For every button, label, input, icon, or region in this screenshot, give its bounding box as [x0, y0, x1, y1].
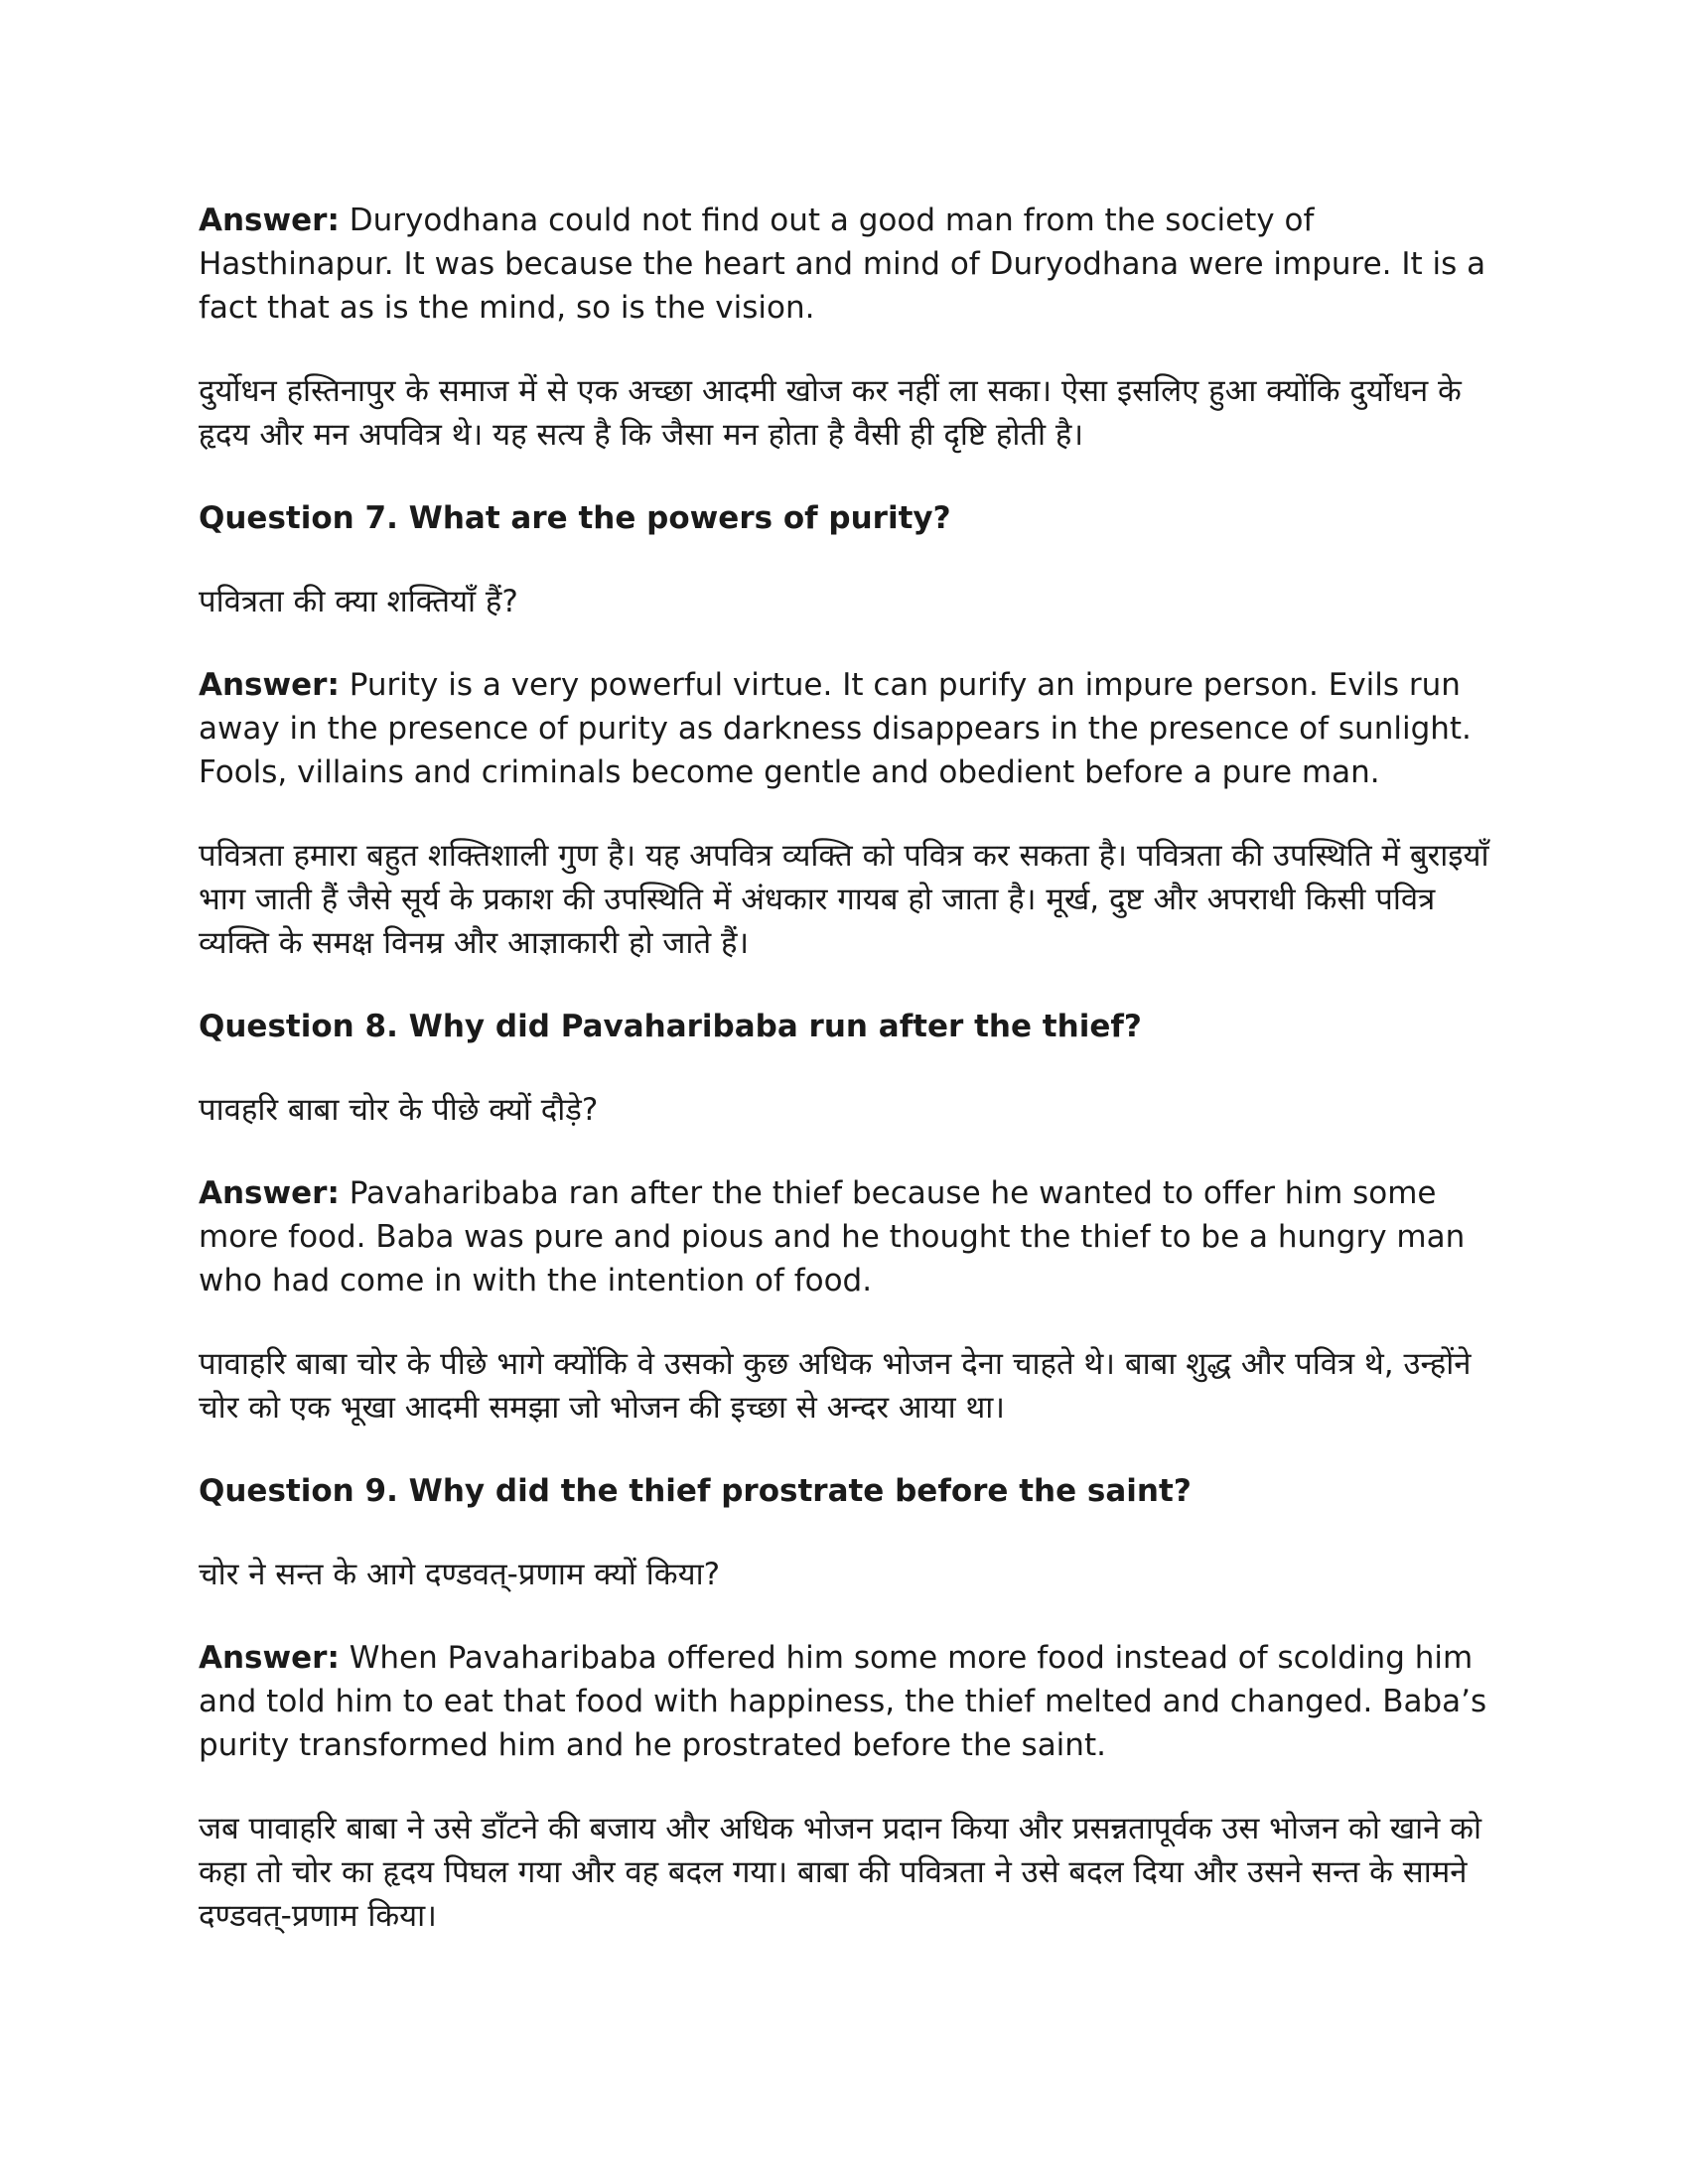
- answer-label: Answer:: [199, 1640, 340, 1676]
- answer-9-english: [199, 1636, 1499, 1767]
- question-7-hindi: पवित्रता की क्या शक्तियाँ हैं?: [199, 584, 518, 619]
- answer-label: Answer:: [199, 667, 340, 703]
- answer-9-hindi: जब पावाहरि बाबा ने उसे डाँटने की बजाय और अधिक भोजन प्रदान किया और प्रसन्नतापूर्वक उस भोजन को खाने को कहा तो चोर का हृदय पिघल गया और वह बदल गया। बाबा की पवित्रता ने उसे बदल दिया और उसने सन्त के सामने दण्डवत्-प्रणाम किया।: [199, 1811, 1482, 1934]
- answer-text: Purity is a very powerful virtue. It can purify an impure person. Evils run away in the presence of purity as darkness disappears in the presence of sunlight. Fools, villains and criminals become gentle and obedient before a pure man.: [199, 667, 1472, 790]
- answer-text: Duryodhana could not find out a good man from the society of Hasthinapur. It was because the heart and mind of Duryodhana were impure. It is a fact that as is the mind, so is the vision.: [199, 203, 1486, 326]
- answer-label: Answer:: [199, 1175, 340, 1211]
- answer-7-hindi: पवित्रता हमारा बहुत शक्तिशाली गुण है। यह अपवित्र व्यक्ति को पवित्र कर सकता है। पवित्रता की उपस्थिति में बुराइयाँ भाग जाती हैं जैसे सूर्य के प्रकाश की उपस्थिति में अंधकार गायब हो जाता है। मूर्ख, दुष्ट और अपराधी किसी पवित्र व्यक्ति के समक्ष विनम्र और आज्ञाकारी हो जाते हैं।: [199, 838, 1489, 961]
- question-9: Question 9. Why did the thief prostrate before the saint?: [199, 1473, 1192, 1509]
- answer-text: Pavaharibaba ran after the thief because he wanted to offer him some more food. Baba was pure and pious and he thought the thief to be a hungry man who had come in with the intention of food.: [199, 1175, 1466, 1298]
- question-8-hindi: पावहरि बाबा चोर के पीछे क्यों दौड़े?: [199, 1092, 599, 1128]
- question-9-hindi: चोर ने सन्त के आगे दण्डवत्-प्रणाम क्यों किया?: [199, 1557, 721, 1592]
- answer-label: Answer:: [199, 203, 340, 238]
- document-page: [199, 199, 1499, 1978]
- answer-8-english: [199, 1171, 1499, 1302]
- answer-6-english: [199, 199, 1499, 330]
- answer-8-hindi: पावाहरि बाबा चोर के पीछे भागे क्योंकि वे उसको कुछ अधिक भोजन देना चाहते थे। बाबा शुद्ध और पवित्र थे, उन्होंने चोर को एक भूखा आदमी समझा जो भोजन की इच्छा से अन्दर आया था।: [199, 1346, 1472, 1426]
- answer-text: When Pavaharibaba offered him some more food instead of scolding him and told him to eat that food with happiness, the thief melted and changed. Baba’s purity transformed him and he prostrated before the saint.: [199, 1640, 1487, 1763]
- answer-6-hindi: दुर्योधन हस्तिनापुर के समाज में से एक अच्छा आदमी खोज कर नहीं ला सका। ऐसा इसलिए हुआ क्योंकि दुर्योधन के हृदय और मन अपवित्र थे। यह सत्य है कि जैसा मन होता है वैसी ही दृष्टि होती है।: [199, 373, 1462, 453]
- answer-7-english: [199, 663, 1499, 794]
- question-7: Question 7. What are the powers of purity?: [199, 500, 951, 536]
- question-8: Question 8. Why did Pavaharibaba run after the thief?: [199, 1009, 1142, 1044]
